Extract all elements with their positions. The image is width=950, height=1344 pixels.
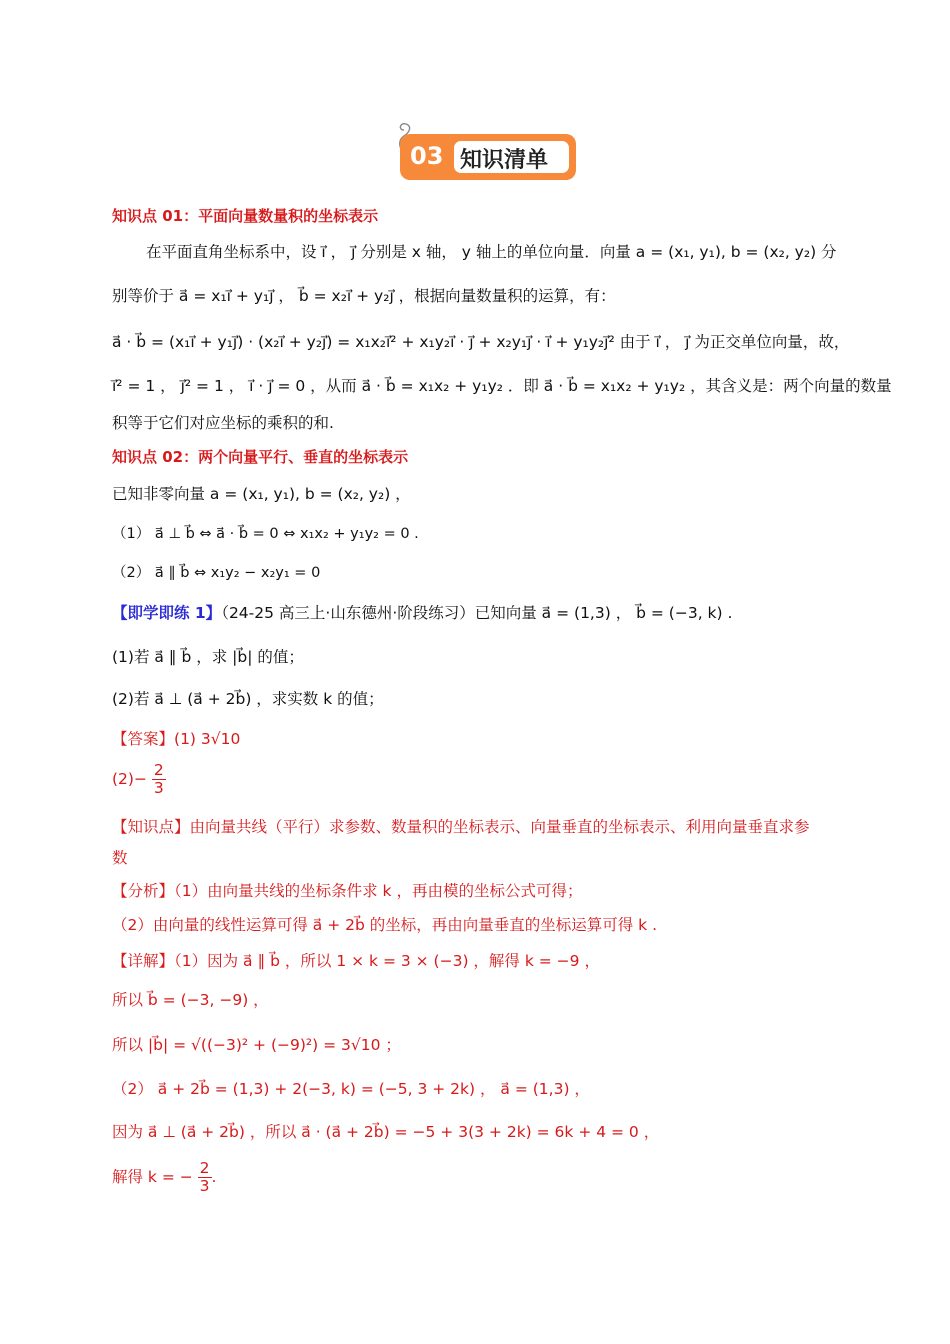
exercise-line bbox=[112, 601, 732, 626]
detail-line6-prefix: 解得 k = − bbox=[112, 1168, 193, 1187]
detail-line5: 因为 a⃗ ⊥ (a⃗ + 2b⃗) ，所以 a⃗ · (a⃗ + 2b⃗) = −5 + 3(3 + 2k) = 6k + 4 = 0 ， bbox=[112, 1123, 660, 1141]
knowledge-line1: 【知识点】由向量共线（平行）求参数、数量积的坐标表示、向量垂直的坐标表示、利用向量垂直求参 bbox=[112, 818, 810, 836]
section1-line5: 积等于它们对应坐标的乘积的和. bbox=[112, 414, 334, 432]
analysis-line1: 【分析】（1）由向量共线的坐标条件求 k ，再由模的坐标公式可得； bbox=[112, 882, 583, 900]
section1-heading: 知识点 01：平面向量数量积的坐标表示 bbox=[112, 207, 379, 225]
section2-item2: （2） a⃗ ∥ b⃗ ⇔ x₁y₂ − x₂y₁ = 0 bbox=[112, 565, 321, 581]
detail-line6-suffix: . bbox=[211, 1168, 217, 1187]
answer-line bbox=[112, 727, 240, 752]
section2-line1: 已知非零向量 a = (x₁, y₁), b = (x₂, y₂) ， bbox=[112, 485, 411, 503]
detail-line6 bbox=[112, 1160, 216, 1195]
section1-line2: 别等价于 a⃗ = x₁i⃗ + y₁j⃗ ， b⃗ = x₂i⃗ + y₂j⃗ ，根据向量数量积的运算，有： bbox=[112, 287, 616, 305]
section1-line1: 在平面直角坐标系中，设 i⃗ ， j⃗ 分别是 x 轴， y 轴上的单位向量．向量 a = (x₁, y₁), b = (x₂, y₂) 分 bbox=[146, 243, 837, 261]
exercise-tag: 【即学即练 1】 bbox=[112, 604, 222, 622]
detail-line3: 所以 |b⃗| = √((−3)² + (−9)²) = 3√10 ； bbox=[112, 1036, 401, 1054]
detail-line1: 【详解】（1）因为 a⃗ ∥ b⃗ ，所以 1 × k = 3 × (−3) ，解得 k = −9 ， bbox=[112, 952, 600, 970]
badge-title: 知识清单 bbox=[460, 148, 549, 173]
detail-line6-denominator: 3 bbox=[199, 1177, 210, 1196]
detail-line6-fraction bbox=[198, 1160, 212, 1195]
detail-line2: 所以 b⃗ = (−3, −9) ， bbox=[112, 991, 269, 1009]
section2-item1: （1） a⃗ ⊥ b⃗ ⇔ a⃗ · b⃗ = 0 ⇔ x₁x₂ + y₁y₂ = 0 . bbox=[112, 526, 419, 542]
analysis-line2: （2）由向量的线性运算可得 a⃗ + 2b⃗ 的坐标，再由向量垂直的坐标运算可得 k . bbox=[112, 916, 658, 934]
answer-a2-numerator: 2 bbox=[153, 761, 164, 779]
knowledge-line2: 数 bbox=[112, 849, 128, 867]
exercise-q1: (1)若 a⃗ ∥ b⃗ ，求 |b⃗| 的值； bbox=[112, 648, 304, 666]
answer-a2-fraction bbox=[152, 762, 166, 797]
answer-a2-denominator: 3 bbox=[153, 779, 164, 798]
answer-tag: 【答案】 bbox=[112, 730, 175, 748]
badge-inner bbox=[454, 141, 569, 173]
detail-line4: （2） a⃗ + 2b⃗ = (1,3) + 2(−3, k) = (−5, 3 + 2k) ， a⃗ = (1,3) ， bbox=[112, 1080, 590, 1098]
exercise-source: （24-25 高三上·山东德州·阶段练习）已知向量 a⃗ = (1,3) ， b⃗ = (−3, k) . bbox=[221, 604, 733, 622]
exercise-q2: (2)若 a⃗ ⊥ (a⃗ + 2b⃗) ，求实数 k 的值； bbox=[112, 690, 384, 708]
badge-box bbox=[400, 134, 576, 180]
section2-heading: 知识点 02：两个向量平行、垂直的坐标表示 bbox=[112, 448, 409, 466]
section1-line3: a⃗ · b⃗ = (x₁i⃗ + y₁j⃗) · (x₂i⃗ + y₂j⃗) = x₁x₂i⃗² + x₁y₂i⃗ · j⃗ + x₂y₁j⃗ · i⃗ + y₁y₂j⃗² 由于 i⃗ ， j⃗ 为正交单位向量，故， bbox=[112, 333, 850, 351]
section1-line4: i⃗² = 1 ， j⃗² = 1 ， i⃗ · j⃗ = 0 ，从而 a⃗ · b⃗ = x₁x₂ + y₁y₂ ．即 a⃗ · b⃗ = x₁x₂ + y₁y₂ ，其含义是：两个向量的数量 bbox=[112, 377, 892, 395]
answer-a2-prefix: (2)− bbox=[112, 770, 147, 789]
answer-a2 bbox=[112, 762, 166, 797]
detail-line6-numerator: 2 bbox=[199, 1159, 210, 1177]
badge-number: 03 bbox=[410, 142, 444, 170]
answer-a1: (1) 3√10 bbox=[174, 730, 241, 748]
section-badge bbox=[392, 118, 582, 186]
